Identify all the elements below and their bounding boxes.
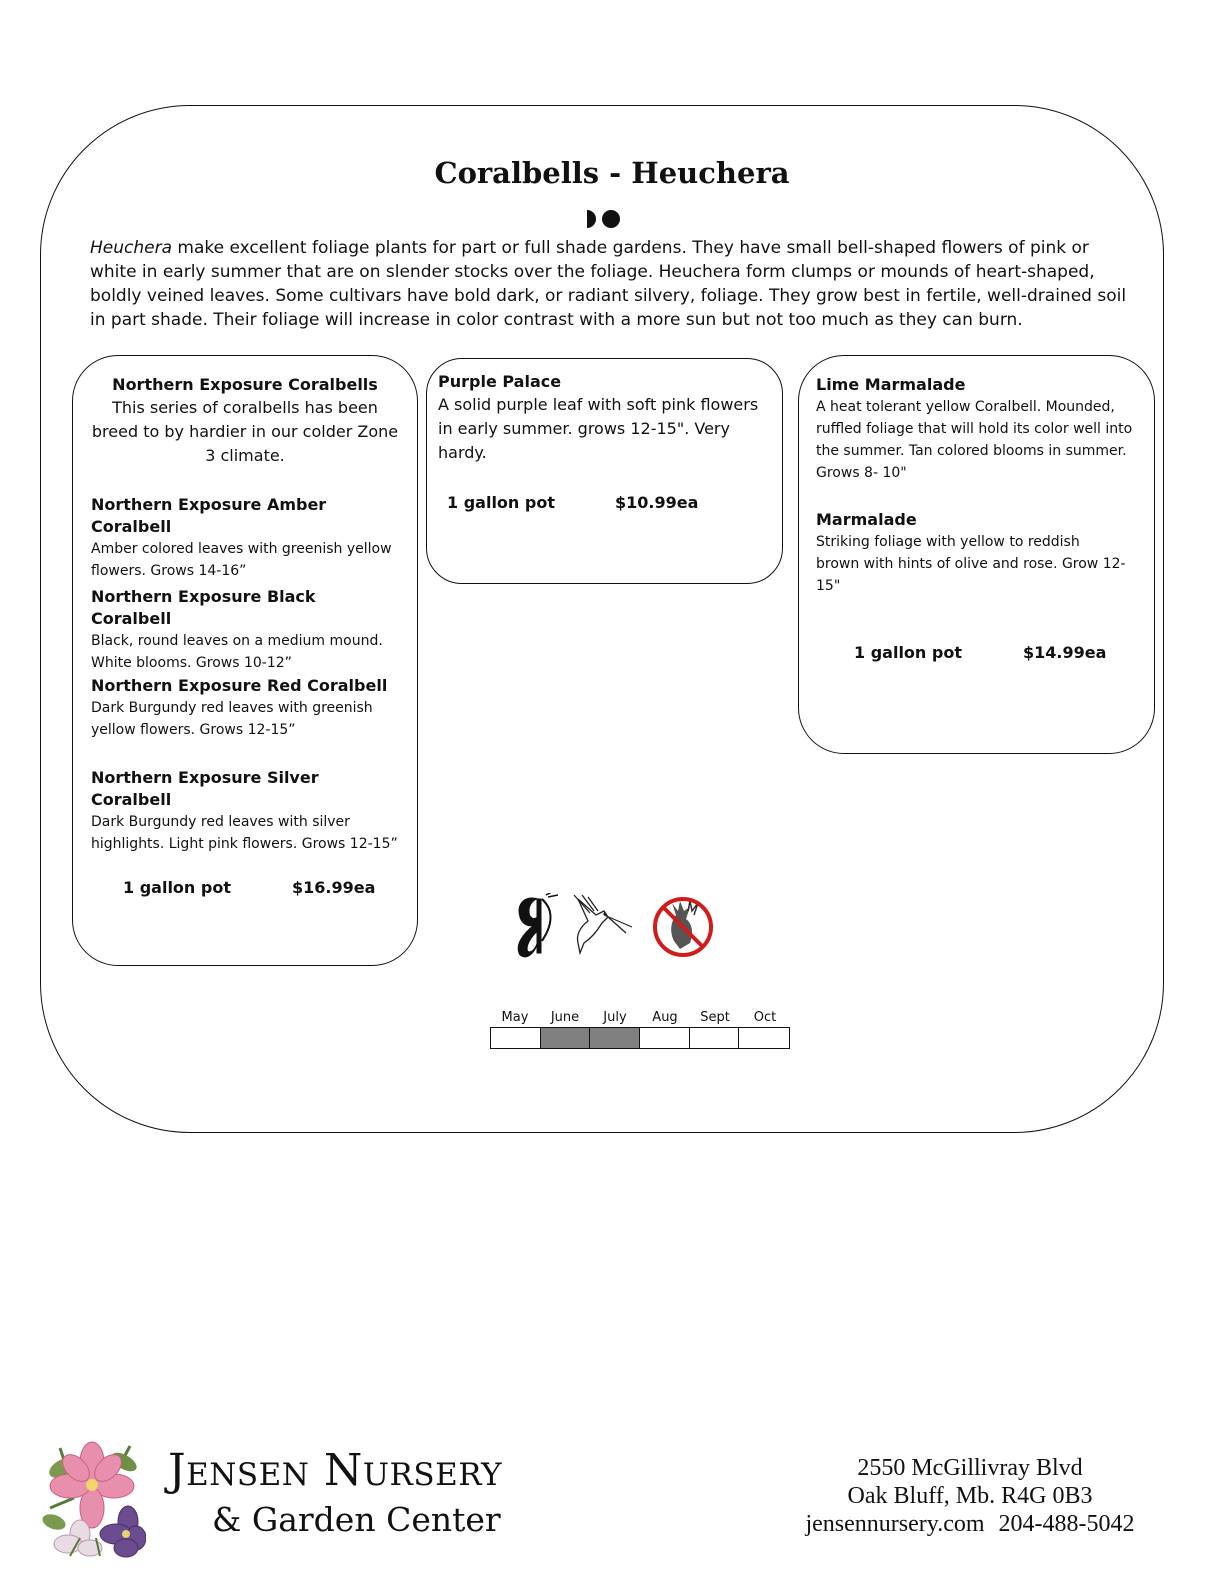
- calendar-month-labels: [490, 1009, 790, 1027]
- bloom-calendar: [490, 1009, 790, 1049]
- item-name: Northern Exposure Amber Coralbell: [91, 495, 327, 536]
- month-cell: [541, 1028, 591, 1048]
- butterfly-icon: [518, 893, 558, 957]
- list-item: [91, 586, 401, 674]
- list-item: [438, 371, 768, 465]
- page-title: Coralbells - Heuchera: [434, 156, 790, 190]
- intro-paragraph: [90, 236, 1140, 332]
- shade-exposure-icons: [584, 208, 624, 230]
- flower-logo: [40, 1438, 146, 1560]
- month-cell: [640, 1028, 690, 1048]
- month-cell: [590, 1028, 640, 1048]
- item-desc: Amber colored leaves with greenish yellow flowers. Grows 14-16”: [91, 541, 392, 579]
- marmalade-card: [798, 355, 1155, 754]
- item-name: Purple Palace: [438, 372, 562, 391]
- month-label: June: [550, 1010, 580, 1025]
- address-line2: Oak Bluff, Mb. R4G 0B3: [847, 1483, 1093, 1509]
- item-name: Lime Marmalade: [816, 375, 966, 394]
- item-desc: Black, round leaves on a medium mound. White blooms. Grows 10-12”: [91, 633, 383, 671]
- list-item: [91, 767, 401, 855]
- address-line1: 2550 McGillivray Blvd: [857, 1455, 1083, 1481]
- month-label: July: [603, 1010, 627, 1025]
- company-subtitle: & Garden Center: [212, 1500, 501, 1539]
- price: $16.99ea: [292, 878, 376, 897]
- list-item: [91, 494, 401, 582]
- month-cell: [491, 1028, 541, 1048]
- month-label: Aug: [652, 1010, 678, 1025]
- item-name: Northern Exposure Black Coralbell: [91, 587, 316, 628]
- item-desc: A heat tolerant yellow Coralbell. Mounded, ruffled foliage that will hold its color well into the summer. Tan colored blooms in summer. Grows 8- 10": [816, 399, 1133, 481]
- item-name: Northern Exposure Red Coralbell: [91, 676, 388, 695]
- list-item: [816, 374, 1141, 484]
- month-label: Sept: [700, 1010, 730, 1025]
- item-desc: Dark Burgundy red leaves with greenish yellow flowers. Grows 12-15”: [91, 700, 373, 738]
- item-name: Marmalade: [816, 510, 917, 529]
- phone-number: 204-488-5042: [998, 1511, 1135, 1537]
- series-text: This series of coralbells has been breed to by hardier in our colder Zone 3 climate.: [91, 398, 399, 465]
- pot-size: 1 gallon pot: [123, 878, 231, 897]
- company-name: Jensen Nursery: [168, 1445, 503, 1496]
- month-label: May: [501, 1010, 529, 1025]
- calendar-cells: [490, 1027, 790, 1049]
- item-desc: A solid purple leaf with soft pink flowers in early summer. grows 12-15". Very hardy.: [438, 395, 759, 462]
- month-cell: [690, 1028, 740, 1048]
- contact-block: [780, 1454, 1160, 1538]
- price: $14.99ea: [1023, 643, 1107, 662]
- pot-size: 1 gallon pot: [447, 493, 555, 512]
- web-phone-line: [780, 1510, 1160, 1538]
- intro-italic-term: Heuchera: [90, 238, 173, 258]
- series-header: [89, 374, 401, 468]
- northern-exposure-card: [72, 355, 418, 966]
- series-title: Northern Exposure Coralbells: [112, 375, 378, 394]
- item-name: Northern Exposure Silver Coralbell: [91, 768, 319, 809]
- hummingbird-icon: [574, 895, 632, 953]
- wildlife-icons: [508, 893, 720, 961]
- month-cell: [739, 1028, 789, 1048]
- price: $10.99ea: [615, 493, 699, 512]
- purple-palace-card: [426, 358, 783, 584]
- list-item: [816, 509, 1126, 597]
- month-label: Oct: [753, 1010, 777, 1025]
- intro-text: make excellent foliage plants for part or full shade gardens. They have small bell-shaped flowers of pink or white in early summer that are on slender stocks over the foliage. Heuchera form clumps or mounds of heart-shaped, boldly veined leaves. Some cultivars have bold dark, or radiant silvery, foliage. They grow best in fertile, well-drained soil in part shade. Their foliage will increase in color contrast with a more sun but not too much as they can burn.: [90, 238, 1127, 330]
- list-item: [91, 675, 401, 741]
- part-shade-icon: [587, 210, 596, 228]
- no-deer-icon: [655, 899, 711, 955]
- full-shade-icon: [602, 210, 620, 228]
- item-desc: Dark Burgundy red leaves with silver highlights. Light pink flowers. Grows 12-15”: [91, 814, 398, 852]
- item-desc: Striking foliage with yellow to reddish brown with hints of olive and rose. Grow 12-15": [816, 534, 1126, 594]
- flower-logo-image: [40, 1442, 146, 1557]
- website-link[interactable]: jensennursery.com: [805, 1511, 985, 1537]
- pot-size: 1 gallon pot: [854, 643, 962, 662]
